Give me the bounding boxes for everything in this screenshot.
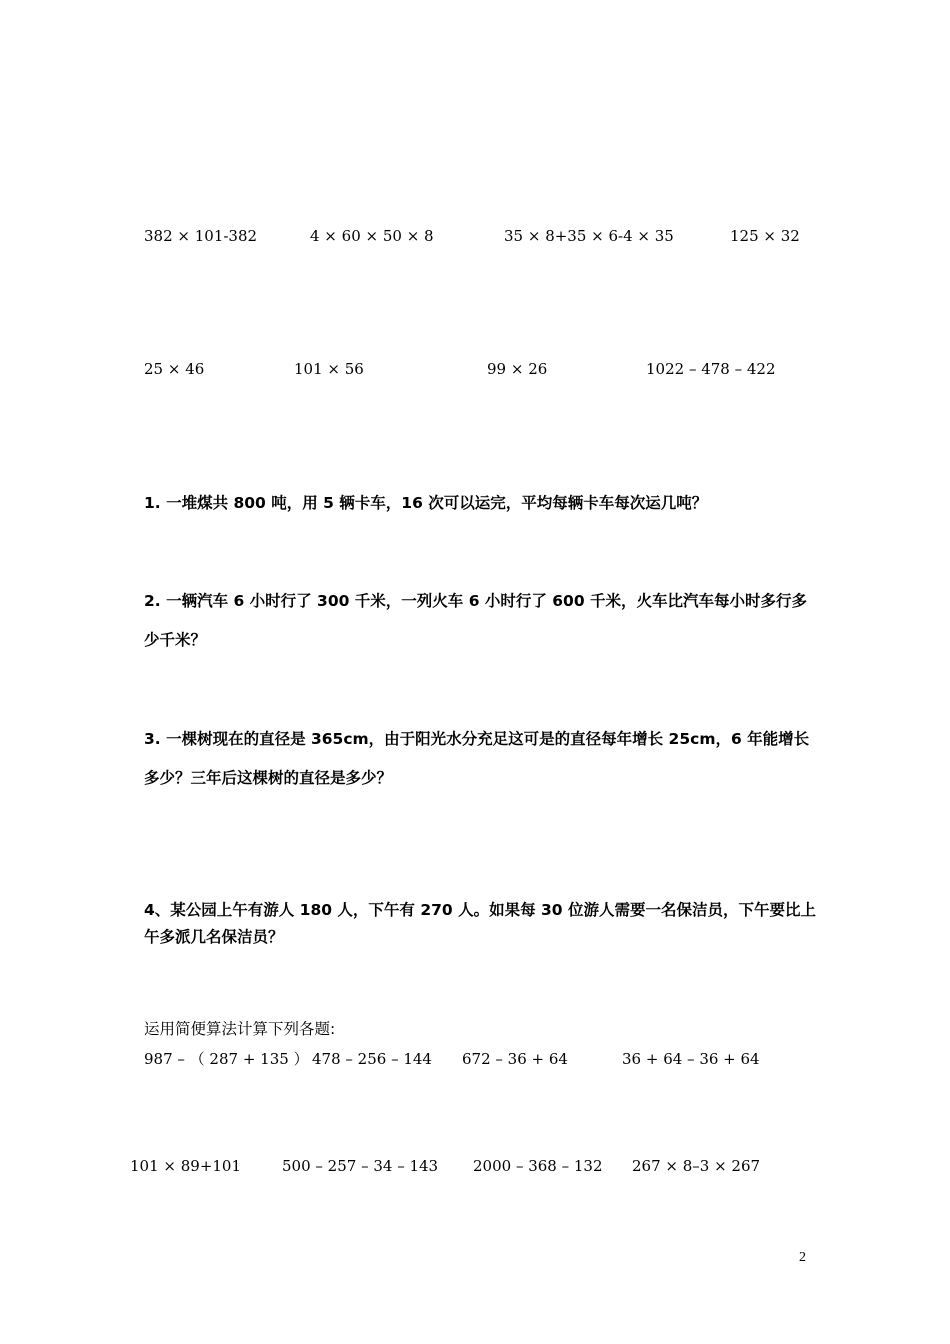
word-problem-1: 1. 一堆煤共 800 吨，用 5 辆卡车，16 次可以运完，平均每辆卡车每次运几吨？ [144,494,708,512]
expression-row1-3: 35 × 8+35 × 6-4 × 35 [504,227,674,245]
expression-row4-2: 500 – 257 – 34 – 143 [282,1157,439,1175]
expression-row1-2: 4 × 60 × 50 × 8 [310,227,434,245]
word-problem-2-line2: 少千米？ [144,631,207,649]
word-problem-2-line1: 2. 一辆汽车 6 小时行了 300 千米，一列火车 6 小时行了 600 千米，火车比汽车每小时多行多 [144,592,808,610]
expression-row4-1: 101 × 89+101 [130,1157,242,1175]
expression-row1-4: 125 × 32 [730,227,800,245]
word-problem-4-line2: 午多派几名保洁员？ [144,928,284,946]
word-problem-3-line1: 3. 一棵树现在的直径是 365cm，由于阳光水分充足这可是的直径每年增长 25cm，6 年能增长 [144,730,810,748]
section-title: 运用简便算法计算下列各题: [144,1020,336,1038]
expression-row1-1: 382 × 101-382 [144,227,258,245]
word-problem-4-line1: 4、某公园上午有游人 180 人，下午有 270 人。如果每 30 位游人需要一名保洁员，下午要比上 [144,901,816,919]
expression-row3-2: 478 – 256 – 144 [312,1050,432,1068]
expression-row3-4: 36 + 64 – 36 + 64 [622,1050,760,1068]
expression-row2-2: 101 × 56 [294,360,364,378]
expression-row4-3: 2000 – 368 – 132 [473,1157,603,1175]
expression-row4-4: 267 × 8–3 × 267 [632,1157,761,1175]
expression-row2-1: 25 × 46 [144,360,205,378]
expression-row2-3: 99 × 26 [487,360,548,378]
word-problem-3-line2: 多少？三年后这棵树的直径是多少？ [144,769,393,787]
page-number: 2 [799,1250,806,1265]
expression-row3-1: 987 – （ 287 + 135 ） [144,1050,309,1068]
expression-row2-4: 1022 – 478 – 422 [646,360,776,378]
expression-row3-3: 672 – 36 + 64 [462,1050,568,1068]
